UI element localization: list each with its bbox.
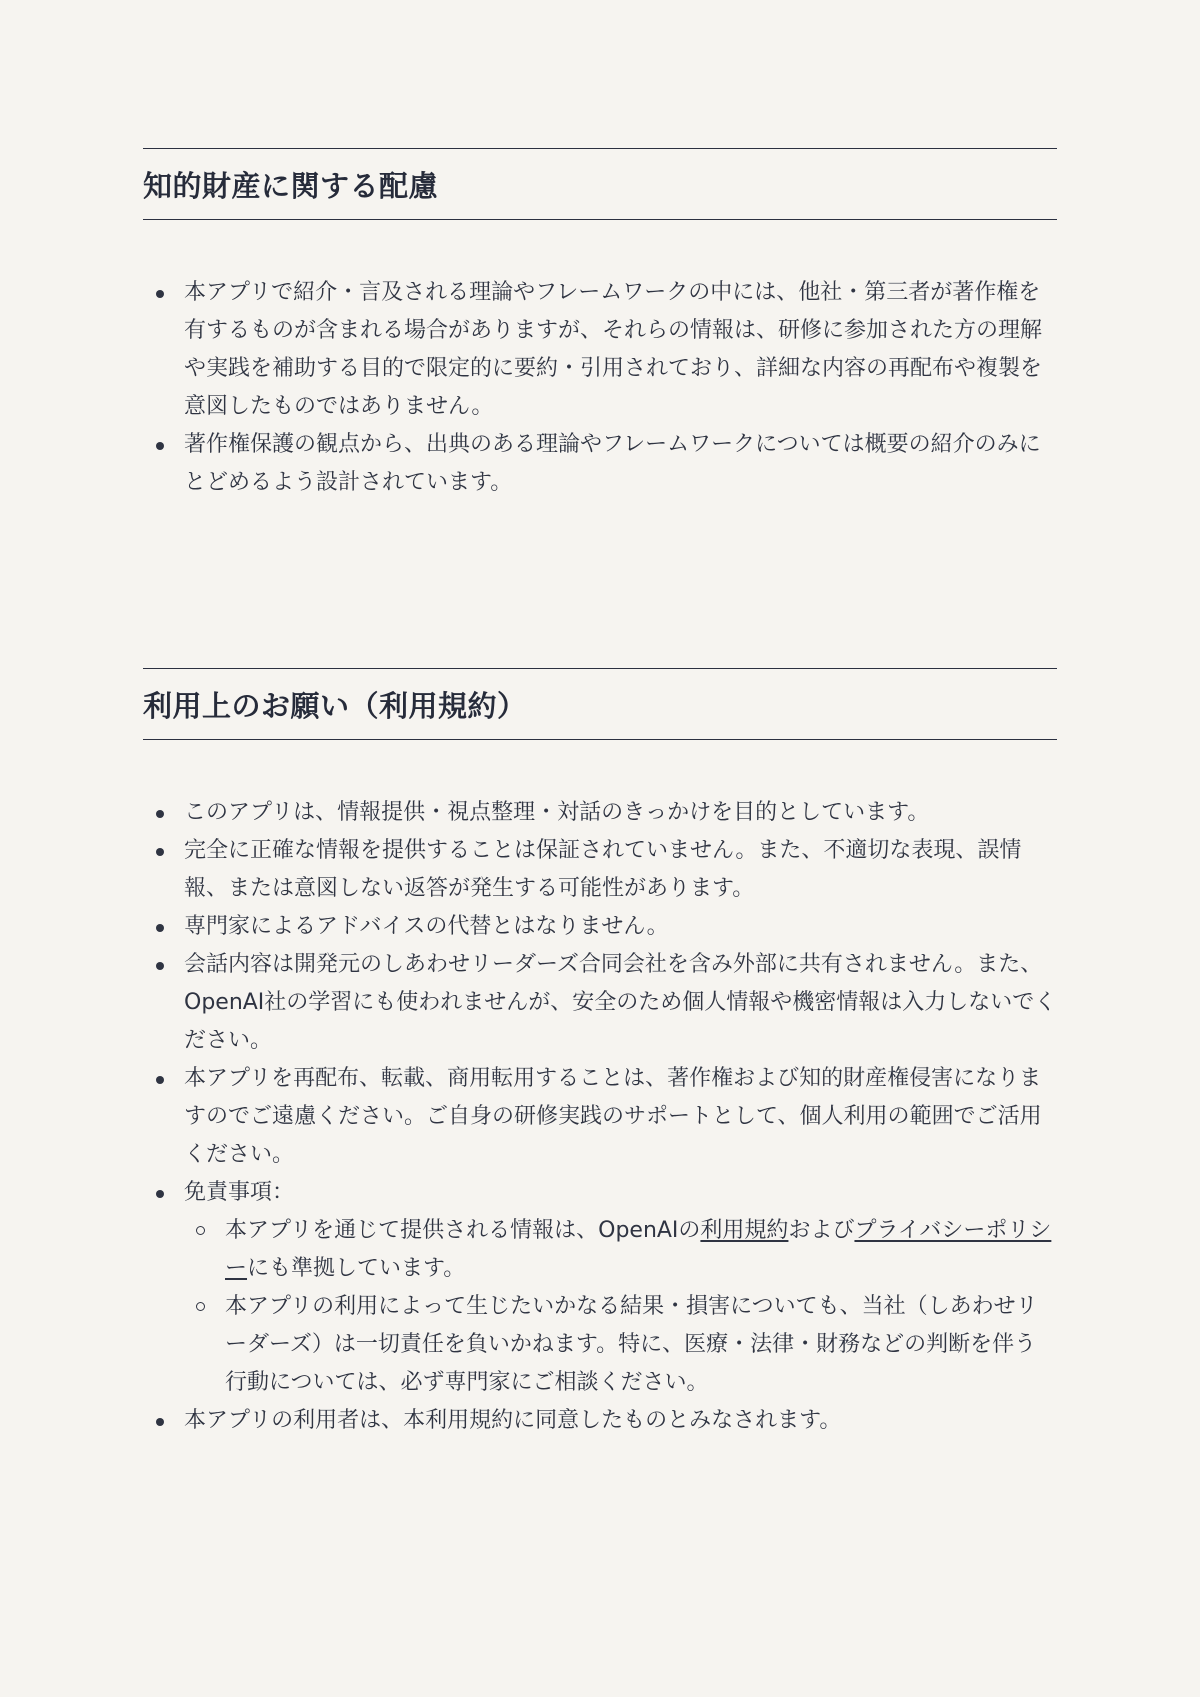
disclaimer-sub-item: [184, 1212, 1057, 1288]
list-item: このアプリは、情報提供・視点整理・対話のきっかけを目的としています。: [143, 794, 1057, 832]
terms-of-use-link[interactable]: 利用規約: [700, 1218, 789, 1243]
list-item: 本アプリを再配布、転載、商用転用することは、著作権および知的財産権侵害になりますのでご遠慮ください。ご自身の研修実践のサポートとして、個人利用の範囲でご活用ください。: [143, 1060, 1057, 1174]
list-item: 専門家によるアドバイスの代替とはなりません。: [143, 908, 1057, 946]
list-item: 会話内容は開発元のしあわせリーダーズ合同会社を含み外部に共有されません。また、OpenAI社の学習にも使われませんが、安全のため個人情報や機密情報は入力しないでください。: [143, 946, 1057, 1060]
terms-section-header: [143, 668, 1057, 740]
ip-section: [143, 148, 1057, 502]
list-item: 著作権保護の観点から、出典のある理論やフレームワークについては概要の紹介のみにとどめるよう設計されています。: [143, 426, 1057, 502]
ip-section-header: [143, 148, 1057, 220]
list-item: 本アプリで紹介・言及される理論やフレームワークの中には、他社・第三者が著作権を有するものが含まれる場合がありますが、それらの情報は、研修に参加された方の理解や実践を補助する目的で限定的に要約・引用されており、詳細な内容の再配布や複製を意図したものではありません。: [143, 274, 1057, 426]
ip-bullet-list: [143, 274, 1057, 502]
terms-section-title: 利用上のお願い（利用規約）: [143, 688, 527, 723]
sub-item-text: および: [788, 1218, 855, 1243]
disclaimer-item: [143, 1174, 1057, 1402]
disclaimer-sub-item: 本アプリの利用によって生じたいかなる結果・損害についても、当社（しあわせリーダーズ）は一切責任を負いかねます。特に、医療・法律・財務などの判断を伴う行動については、必ず専門家にご相談ください。: [184, 1288, 1057, 1402]
disclaimer-sub-list: [184, 1212, 1057, 1402]
list-item: 完全に正確な情報を提供することは保証されていません。また、不適切な表現、誤情報、または意図しない返答が発生する可能性があります。: [143, 832, 1057, 908]
terms-section: [143, 668, 1057, 1440]
list-item: 本アプリの利用者は、本利用規約に同意したものとみなされます。: [143, 1402, 1057, 1440]
document-page: [143, 148, 1057, 1440]
disclaimer-label: 免責事項：: [184, 1180, 295, 1205]
terms-bullet-list: [143, 794, 1057, 1440]
sub-item-text: 本アプリを通じて提供される情報は、OpenAIの: [225, 1218, 701, 1243]
sub-item-text: にも準拠しています。: [247, 1256, 466, 1281]
ip-section-title: 知的財産に関する配慮: [143, 168, 439, 203]
privacy-policy-link[interactable]: プライバシーポリシー: [225, 1218, 1052, 1281]
